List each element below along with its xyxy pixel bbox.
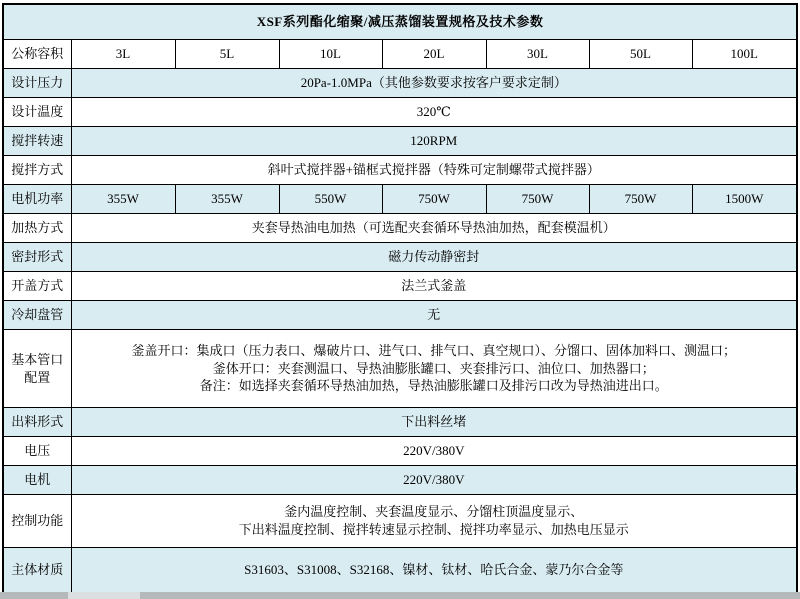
table-row (3, 127, 797, 156)
control-line-1: 釜内温度控制、夹套温度显示、分馏柱顶温度显示、 (284, 504, 584, 520)
table-row (3, 301, 797, 330)
row-label-design-temperature: 设计温度 (3, 98, 71, 127)
table-row (3, 272, 797, 301)
motor-value: 220V/380V (71, 466, 797, 495)
volume-value: 5L (175, 40, 279, 69)
volume-value: 100L (692, 40, 797, 69)
motor-power-value: 1500W (692, 185, 797, 214)
motor-power-value: 355W (71, 185, 175, 214)
page-title: XSF系列酯化缩聚/减压蒸馏装置规格及技术参数 (3, 4, 797, 40)
table-row (3, 243, 797, 272)
ports-line-body: 釜体开口：夹套测温口、导热油膨胀罐口、夹套排污口、油位口、加热器口； (212, 360, 655, 376)
row-label-motor-power: 电机功率 (3, 185, 71, 214)
row-label-stirring-type: 搅拌方式 (3, 156, 71, 185)
volume-value: 50L (589, 40, 692, 69)
table-row (3, 408, 797, 437)
discharge-type-value: 下出料丝堵 (71, 408, 797, 437)
spec-table (2, 3, 798, 595)
control-line-2: 下出料温度控制、搅拌转速显示控制、搅拌功率显示、加热电压显示 (238, 522, 629, 537)
motor-power-value: 750W (486, 185, 589, 214)
volume-value: 3L (71, 40, 175, 69)
table-row (3, 330, 797, 408)
row-label-voltage: 电压 (3, 437, 71, 466)
cooling-coil-value: 无 (71, 301, 797, 330)
table-row (3, 156, 797, 185)
table-row (3, 40, 797, 69)
design-temperature-value: 320℃ (71, 98, 797, 127)
row-label-main-material: 主体材质 (3, 548, 71, 594)
row-label-design-pressure: 设计压力 (3, 69, 71, 98)
table-row (3, 185, 797, 214)
row-label-ports-config: 基本管口配置 (3, 330, 71, 408)
voltage-value: 220V/380V (71, 437, 797, 466)
control-functions-value (71, 495, 797, 548)
ports-line-note: 备注：如选择夹套循环导热油加热，导热油膨胀罐口及排污口改为导热油进出口。 (199, 378, 668, 394)
row-label-lid-opening: 开盖方式 (3, 272, 71, 301)
seal-type-value: 磁力传动静密封 (71, 243, 797, 272)
table-row (3, 69, 797, 98)
ports-config-value (71, 330, 797, 408)
row-label-stirring-speed: 搅拌转速 (3, 127, 71, 156)
volume-value: 20L (382, 40, 486, 69)
page-bottom-strip (0, 592, 800, 599)
volume-value: 10L (279, 40, 382, 69)
row-label-motor: 电机 (3, 466, 71, 495)
motor-power-value: 750W (382, 185, 486, 214)
table-row (3, 214, 797, 243)
design-pressure-value: 20Pa-1.0MPa（其他参数要求按客户要求定制） (71, 69, 797, 98)
motor-power-value: 355W (175, 185, 279, 214)
row-label-control-functions: 控制功能 (3, 495, 71, 548)
table-row (3, 437, 797, 466)
table-row (3, 495, 797, 548)
title-row (3, 4, 797, 40)
motor-power-value: 750W (589, 185, 692, 214)
stirring-speed-value: 120RPM (71, 127, 797, 156)
ports-line-lid: 釜盖开口：集成口（压力表口、爆破片口、进气口、排气口、真空规口）、分馏口、固体加料口、测温口； (131, 343, 737, 359)
table-row (3, 548, 797, 594)
row-label-cooling-coil: 冷却盘管 (3, 301, 71, 330)
motor-power-value: 550W (279, 185, 382, 214)
bottom-strip-notch (68, 592, 140, 599)
row-label-seal-type: 密封形式 (3, 243, 71, 272)
row-label-nominal-volume: 公称容积 (3, 40, 71, 69)
row-label-heating-method: 加热方式 (3, 214, 71, 243)
stirring-type-value: 斜叶式搅拌器+锚框式搅拌器（特殊可定制螺带式搅拌器） (71, 156, 797, 185)
volume-value: 30L (486, 40, 589, 69)
heating-method-value: 夹套导热油电加热（可选配夹套循环导热油加热，配套模温机） (71, 214, 797, 243)
row-label-discharge-type: 出料形式 (3, 408, 71, 437)
table-row (3, 98, 797, 127)
table-row (3, 466, 797, 495)
main-material-value: S31603、S31008、S32168、镍材、钛材、哈氏合金、蒙乃尔合金等 (71, 548, 797, 594)
lid-opening-value: 法兰式釜盖 (71, 272, 797, 301)
